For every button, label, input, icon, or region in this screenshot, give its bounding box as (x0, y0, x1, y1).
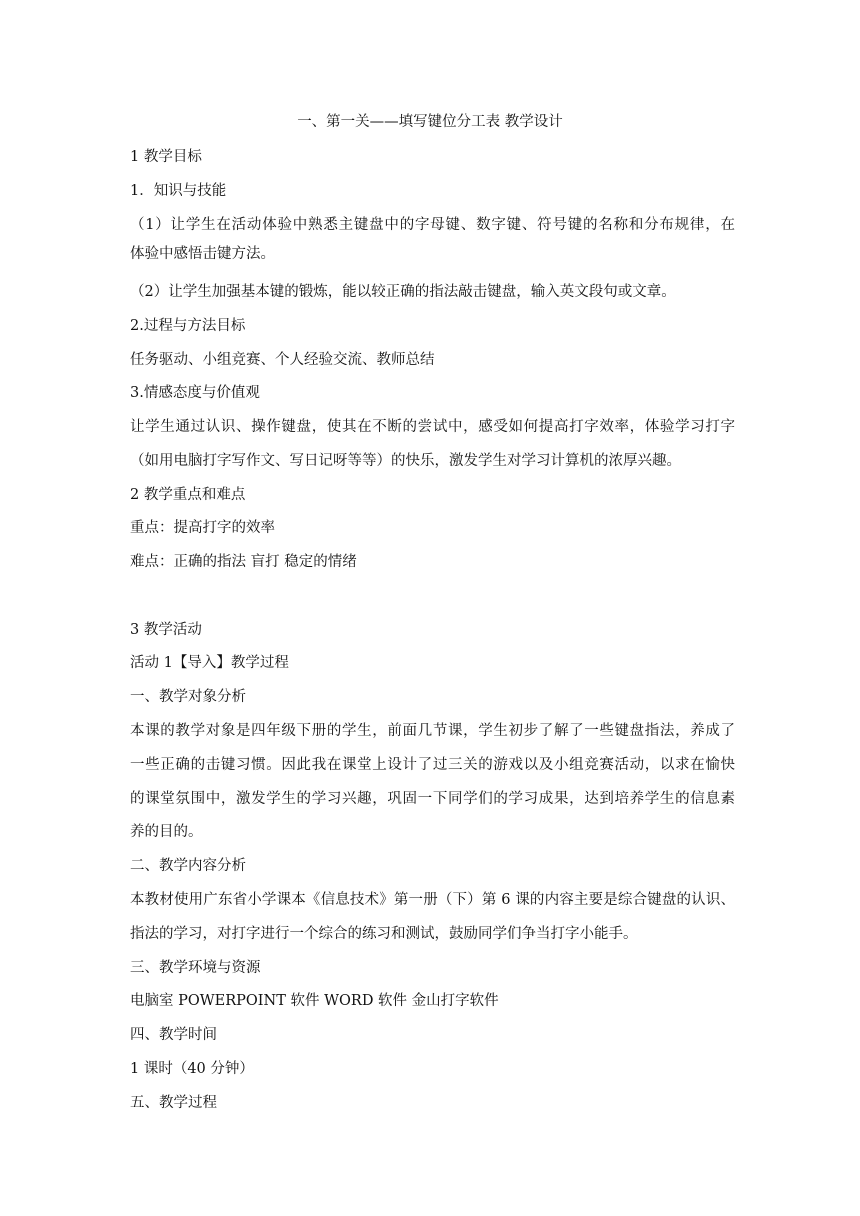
section-1-heading: 一、教学对象分析 (130, 689, 246, 705)
heading-teaching-goals: 1 教学目标 (130, 149, 202, 165)
subheading-knowledge-skills: 1．知识与技能 (130, 183, 227, 199)
section-2-heading: 二、教学内容分析 (130, 858, 246, 874)
heading-key-points: 2 教学重点和难点 (130, 487, 246, 503)
section-5-heading: 五、教学过程 (130, 1095, 217, 1111)
process-methods-text: 任务驱动、小组竞赛、个人经验交流、教师总结 (130, 352, 435, 368)
section-3-text: 电脑室 POWERPOINT 软件 WORD 软件 金山打字软件 (130, 993, 499, 1009)
section-2-line-1: 本教材使用广东省小学课本《信息技术》第一册（下）第 6 课的内容主要是综合键盘的认识、 (130, 892, 735, 908)
subheading-emotion-values: 3.情感态度与价值观 (130, 385, 260, 401)
emotion-paragraph-line-2: （如用电脑打字写作文、写日记呀等等）的快乐，激发学生对学习计算机的浓厚兴趣。 (130, 453, 681, 469)
section-4-text: 1 课时（40 分钟） (130, 1061, 254, 1077)
section-2-line-2: 指法的学习，对打字进行一个综合的练习和测试，鼓励同学们争当打字小能手。 (130, 926, 638, 942)
document-title: 一、第一关——填写键位分工表 教学设计 (297, 114, 563, 130)
knowledge-paragraph-1-line-1: （1）让学生在活动体验中熟悉主键盘中的字母键、数字键、符号键的名称和分布规律，在 (130, 217, 735, 233)
section-1-line-2: 一些正确的击键习惯。因此我在课堂上设计了过三关的游戏以及小组竞赛活动，以求在愉快 (130, 757, 735, 773)
knowledge-paragraph-2: （2）让学生加强基本键的锻炼，能以较正确的指法敲击键盘，输入英文段句或文章。 (130, 284, 676, 300)
difficulty-text: 难点：正确的指法 盲打 稳定的情绪 (130, 554, 357, 570)
key-point-text: 重点：提高打字的效率 (130, 520, 275, 536)
emotion-paragraph-line-1: 让学生通过认识、操作键盘，使其在不断的尝试中，感受如何提高打字效率，体验学习打字 (130, 419, 735, 435)
section-1-line-1: 本课的教学对象是四年级下册的学生，前面几节课，学生初步了解了一些键盘指法，养成了 (130, 723, 735, 739)
section-1-line-3: 的课堂氛围中，激发学生的学习兴趣，巩固一下同学们的学习成果，达到培养学生的信息素 (130, 791, 735, 807)
section-1-line-4: 养的目的。 (130, 824, 203, 840)
subheading-process-methods: 2.过程与方法目标 (130, 318, 246, 334)
activity-1-heading: 活动 1【导入】教学过程 (130, 655, 289, 671)
section-4-heading: 四、教学时间 (130, 1027, 217, 1043)
knowledge-paragraph-1-line-2: 体验中感悟击键方法。 (130, 246, 275, 262)
heading-teaching-activities: 3 教学活动 (130, 622, 202, 638)
section-3-heading: 三、教学环境与资源 (130, 960, 261, 976)
